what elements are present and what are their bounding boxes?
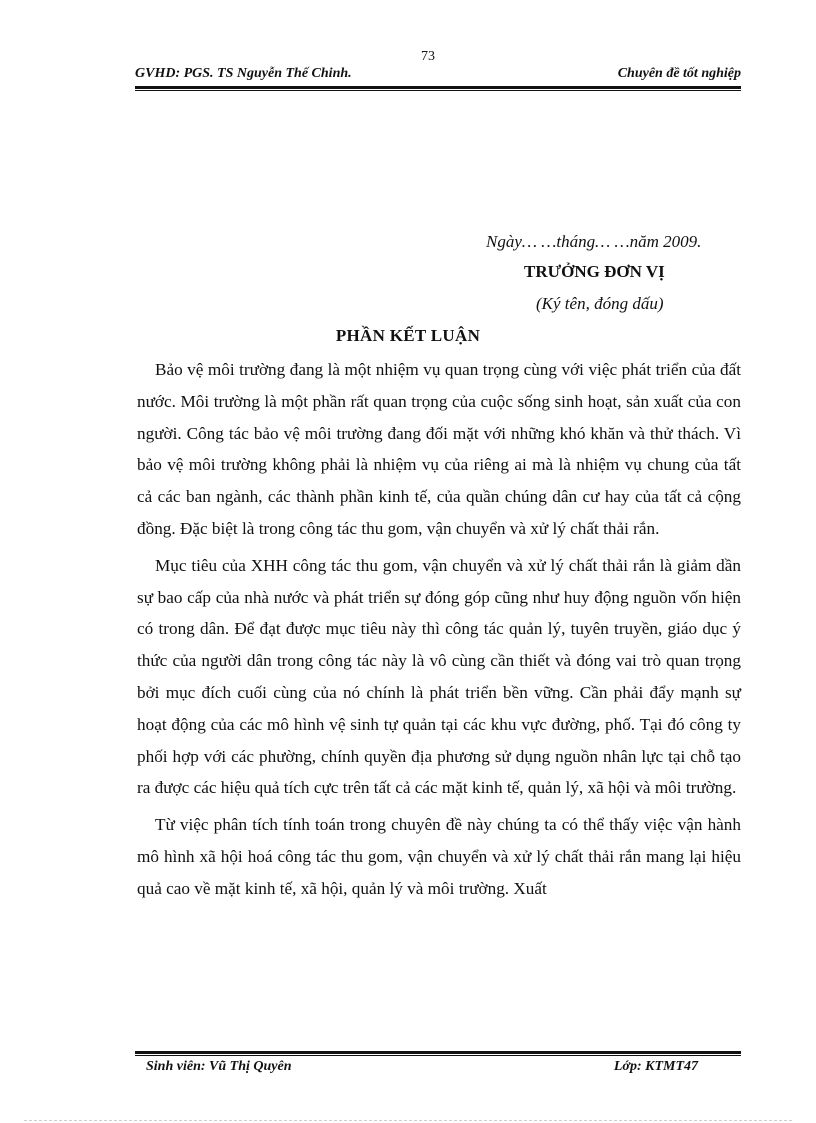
- paragraph: Bảo vệ môi trường đang là một nhiệm vụ quan trọng cùng với việc phát triển của đất nước. Môi trường là một phần rất quan trọng của cuộc sống sinh hoạt, sản xuất của con người. Công tác bảo vệ môi trường đang đối mặt với những khó khăn và thử thách. Vì bảo vệ môi trường không phải là nhiệm vụ của riêng ai mà là nhiệm vụ chung của tất cả các ban ngành, các thành phần kinh tế, của quần chúng dân cư hay của tất cả cộng đồng. Đặc biệt là trong công tác thu gom, vận chuyển và xử lý chất thải rắn.: [137, 360, 741, 538]
- page-number: 73: [421, 49, 435, 64]
- signature-date-line: Ngày… …tháng… …năm 2009.: [486, 232, 702, 251]
- page-edge-divider: [24, 1120, 792, 1121]
- footer-class: Lớp: KTMT47: [613, 1059, 698, 1074]
- header-supervisor: GVHD: PGS. TS Nguyễn Thế Chinh.: [135, 66, 352, 81]
- header-doc-type: Chuyên đề tốt nghiệp: [617, 66, 741, 81]
- page-footer: [146, 1059, 698, 1075]
- footer-student: Sinh viên: Vũ Thị Quyên: [146, 1059, 292, 1074]
- header-rule: [135, 86, 741, 91]
- signature-title: TRƯỞNG ĐƠN VỊ: [524, 262, 665, 281]
- page-header: [135, 66, 741, 85]
- body-text: [137, 354, 741, 910]
- section-title: PHẦN KẾT LUẬN: [335, 326, 481, 345]
- footer-rule: [135, 1051, 741, 1056]
- paragraph: Mục tiêu của XHH công tác thu gom, vận chuyển và xử lý chất thải rắn là giảm dần sự bao cấp của nhà nước và phát triển sự đóng góp cũng như huy động nguồn vốn hiện có trong dân. Để đạt được mục tiêu này thì công tác quản lý, tuyên truyền, giáo dục ý thức của người dân trong công tác này là vô cùng cần thiết và đóng vai trò quan trọng bởi mục đích cuối cùng của nó chính là phát triển bền vững. Cần phải đẩy mạnh sự hoạt động của các mô hình vệ sinh tự quản tại các khu vực đường, phố. Tại đó công ty phối hợp với các phường, chính quyền địa phương sử dụng nguồn nhân lực tại chỗ tạo ra được các hiệu quả tích cực trên tất cả các mặt kinh tế, quản lý, xã hội và môi trường.: [137, 555, 741, 798]
- signature-note: (Ký tên, đóng dấu): [536, 294, 664, 313]
- paragraph: Từ việc phân tích tính toán trong chuyên đề này chúng ta có thể thấy việc vận hành mô hình xã hội hoá công tác thu gom, vận chuyển và xử lý chất thải rắn mang lại hiệu quả cao về mặt kinh tế, xã hội, quản lý và môi trường. Xuất: [137, 815, 741, 898]
